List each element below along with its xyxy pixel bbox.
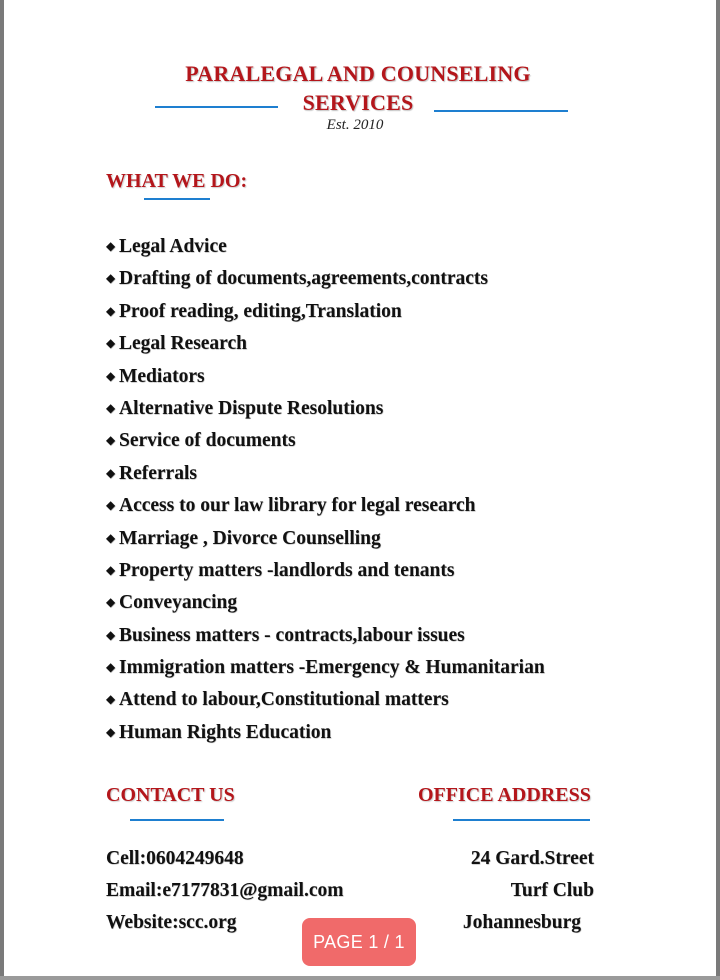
page-indicator[interactable]: PAGE 1 / 1 (302, 918, 416, 966)
service-item (106, 686, 545, 718)
diamond-bullet-icon: ◆ (106, 627, 116, 642)
contact-cell: Cell:0604249648 (106, 848, 244, 869)
contact-us-underline (130, 819, 224, 821)
service-item-label: Drafting of documents,agreements,contracts (119, 268, 488, 290)
diamond-bullet-icon: ◆ (106, 271, 116, 286)
viewer-left-border (0, 0, 4, 980)
diamond-bullet-icon: ◆ (106, 433, 116, 448)
service-item (106, 363, 545, 395)
service-item (106, 557, 545, 589)
page-title-line1: PARALEGAL AND COUNSELING (185, 61, 531, 86)
service-item-label: Human Rights Education (119, 721, 332, 743)
diamond-bullet-icon: ◆ (106, 303, 116, 318)
service-item-label: Access to our law library for legal research (119, 495, 476, 517)
office-address-city: Johannesburg (462, 912, 581, 933)
contact-website: Website:scc.org (106, 912, 237, 933)
service-item-label: Conveyancing (119, 592, 238, 614)
diamond-bullet-icon: ◆ (106, 530, 116, 545)
diamond-bullet-icon: ◆ (106, 562, 116, 577)
service-item (106, 719, 545, 751)
viewer-right-border (716, 0, 720, 980)
diamond-bullet-icon: ◆ (106, 498, 116, 513)
office-address-heading: OFFICE ADDRESS (418, 784, 591, 806)
service-item (106, 654, 545, 686)
diamond-bullet-icon: ◆ (106, 336, 116, 351)
viewer-bottom-border (0, 976, 720, 980)
service-item (106, 460, 545, 492)
service-item (106, 525, 545, 557)
contact-email: Email:e7177831@gmail.com (106, 880, 344, 901)
office-address-suburb: Turf Club (510, 880, 594, 901)
diamond-bullet-icon: ◆ (106, 660, 116, 675)
diamond-bullet-icon: ◆ (106, 595, 116, 610)
diamond-bullet-icon: ◆ (106, 400, 116, 415)
service-item (106, 395, 545, 427)
service-item (106, 492, 545, 524)
diamond-bullet-icon: ◆ (106, 692, 116, 707)
office-address-underline (453, 819, 590, 821)
service-item-label: Legal Advice (119, 236, 227, 257)
what-we-do-heading: WHAT WE DO: (106, 170, 248, 192)
service-item-label: Mediators (119, 365, 205, 387)
service-item (106, 427, 545, 459)
service-item (106, 330, 545, 362)
contact-us-heading: CONTACT US (106, 784, 235, 806)
diamond-bullet-icon: ◆ (106, 724, 116, 739)
service-item-label: Alternative Dispute Resolutions (119, 397, 384, 419)
service-item-label: Proof reading, editing,Translation (119, 300, 402, 322)
service-item (106, 298, 545, 330)
service-item-label: Service of documents (119, 430, 296, 452)
service-item (106, 589, 545, 621)
service-item-label: Attend to labour,Constitutional matters (119, 689, 449, 711)
service-item-label: Business matters - contracts,labour issues (119, 624, 465, 646)
services-list (106, 233, 545, 751)
title-rule-right (434, 110, 568, 112)
service-item-label: Immigration matters -Emergency & Humanitarian (119, 657, 545, 679)
established-year: Est. 2010 (326, 117, 384, 133)
service-item-label: Property matters -landlords and tenants (119, 559, 455, 581)
service-item (106, 265, 545, 297)
service-item-label: Referrals (119, 462, 197, 484)
office-address-street: 24 Gard.Street (470, 848, 594, 869)
service-item-label: Legal Research (119, 333, 247, 355)
what-we-do-underline (144, 198, 210, 200)
diamond-bullet-icon: ◆ (106, 239, 116, 253)
service-item (106, 233, 545, 265)
page-title-line2: SERVICES (302, 90, 414, 115)
diamond-bullet-icon: ◆ (106, 368, 116, 383)
diamond-bullet-icon: ◆ (106, 465, 116, 480)
service-item (106, 622, 545, 654)
service-item-label: Marriage , Divorce Counselling (119, 527, 381, 549)
